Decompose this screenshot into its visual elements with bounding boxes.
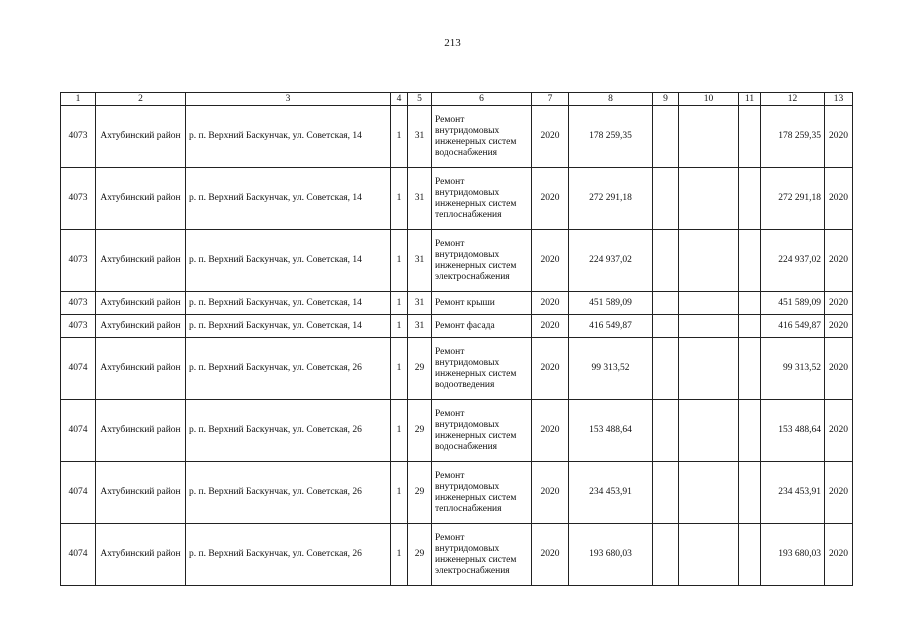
work-type-cell: Ремонт фасада xyxy=(432,315,532,338)
col5-cell: 29 xyxy=(408,462,432,524)
col11-cell xyxy=(739,168,761,230)
completion-year-cell: 2020 xyxy=(825,400,853,462)
col4-cell: 1 xyxy=(391,315,408,338)
col11-cell xyxy=(739,338,761,400)
house-id-cell: 4074 xyxy=(61,462,96,524)
year-cell: 2020 xyxy=(532,292,569,315)
work-type-cell: Ремонт внутридомовых инженерных систем электроснабжения xyxy=(432,230,532,292)
col10-cell xyxy=(679,462,739,524)
col4-cell: 1 xyxy=(391,230,408,292)
address-cell: р. п. Верхний Баскунчак, ул. Советская, 14 xyxy=(186,292,391,315)
col10-cell xyxy=(679,106,739,168)
house-id-cell: 4074 xyxy=(61,338,96,400)
total-cell: 451 589,09 xyxy=(761,292,825,315)
house-id-cell: 4073 xyxy=(61,168,96,230)
total-cell: 99 313,52 xyxy=(761,338,825,400)
column-number-row xyxy=(61,93,853,106)
address-cell: р. п. Верхний Баскунчак, ул. Советская, 14 xyxy=(186,168,391,230)
col11-cell xyxy=(739,462,761,524)
table-row xyxy=(61,462,853,524)
column-header: 4 xyxy=(391,93,408,106)
year-cell: 2020 xyxy=(532,400,569,462)
work-type-cell: Ремонт внутридомовых инженерных систем теплоснабжения xyxy=(432,462,532,524)
column-header: 9 xyxy=(653,93,679,106)
col5-cell: 29 xyxy=(408,400,432,462)
col5-cell: 31 xyxy=(408,315,432,338)
completion-year-cell: 2020 xyxy=(825,524,853,586)
col4-cell: 1 xyxy=(391,524,408,586)
house-id-cell: 4074 xyxy=(61,524,96,586)
col10-cell xyxy=(679,524,739,586)
col9-cell xyxy=(653,524,679,586)
col11-cell xyxy=(739,292,761,315)
table-row xyxy=(61,524,853,586)
col9-cell xyxy=(653,106,679,168)
col5-cell: 31 xyxy=(408,106,432,168)
col4-cell: 1 xyxy=(391,168,408,230)
column-header: 1 xyxy=(61,93,96,106)
work-type-cell: Ремонт внутридомовых инженерных систем водоснабжения xyxy=(432,400,532,462)
house-id-cell: 4074 xyxy=(61,400,96,462)
cost-cell: 234 453,91 xyxy=(569,462,653,524)
column-header: 8 xyxy=(569,93,653,106)
col11-cell xyxy=(739,230,761,292)
column-header: 5 xyxy=(408,93,432,106)
completion-year-cell: 2020 xyxy=(825,292,853,315)
work-type-cell: Ремонт внутридомовых инженерных систем водоснабжения xyxy=(432,106,532,168)
year-cell: 2020 xyxy=(532,230,569,292)
col10-cell xyxy=(679,230,739,292)
col5-cell: 31 xyxy=(408,292,432,315)
table-row xyxy=(61,106,853,168)
work-type-cell: Ремонт внутридомовых инженерных систем теплоснабжения xyxy=(432,168,532,230)
district-cell: Ахтубинский район xyxy=(96,106,186,168)
column-header: 3 xyxy=(186,93,391,106)
total-cell: 416 549,87 xyxy=(761,315,825,338)
completion-year-cell: 2020 xyxy=(825,230,853,292)
completion-year-cell: 2020 xyxy=(825,168,853,230)
address-cell: р. п. Верхний Баскунчак, ул. Советская, 26 xyxy=(186,338,391,400)
col10-cell xyxy=(679,338,739,400)
col9-cell xyxy=(653,230,679,292)
column-header: 13 xyxy=(825,93,853,106)
column-header: 12 xyxy=(761,93,825,106)
house-id-cell: 4073 xyxy=(61,230,96,292)
total-cell: 153 488,64 xyxy=(761,400,825,462)
year-cell: 2020 xyxy=(532,168,569,230)
address-cell: р. п. Верхний Баскунчак, ул. Советская, 14 xyxy=(186,106,391,168)
cost-cell: 99 313,52 xyxy=(569,338,653,400)
total-cell: 234 453,91 xyxy=(761,462,825,524)
cost-cell: 224 937,02 xyxy=(569,230,653,292)
col9-cell xyxy=(653,292,679,315)
col11-cell xyxy=(739,315,761,338)
completion-year-cell: 2020 xyxy=(825,106,853,168)
col10-cell xyxy=(679,168,739,230)
column-header: 2 xyxy=(96,93,186,106)
work-type-cell: Ремонт внутридомовых инженерных систем электроснабжения xyxy=(432,524,532,586)
house-id-cell: 4073 xyxy=(61,106,96,168)
table-row xyxy=(61,315,853,338)
cost-cell: 178 259,35 xyxy=(569,106,653,168)
table-row xyxy=(61,400,853,462)
district-cell: Ахтубинский район xyxy=(96,292,186,315)
col9-cell xyxy=(653,338,679,400)
col10-cell xyxy=(679,400,739,462)
col9-cell xyxy=(653,315,679,338)
table-row xyxy=(61,292,853,315)
district-cell: Ахтубинский район xyxy=(96,315,186,338)
house-id-cell: 4073 xyxy=(61,292,96,315)
year-cell: 2020 xyxy=(532,338,569,400)
col4-cell: 1 xyxy=(391,292,408,315)
col10-cell xyxy=(679,292,739,315)
col5-cell: 31 xyxy=(408,230,432,292)
col4-cell: 1 xyxy=(391,462,408,524)
address-cell: р. п. Верхний Баскунчак, ул. Советская, 26 xyxy=(186,462,391,524)
cost-cell: 153 488,64 xyxy=(569,400,653,462)
total-cell: 178 259,35 xyxy=(761,106,825,168)
cost-cell: 416 549,87 xyxy=(569,315,653,338)
completion-year-cell: 2020 xyxy=(825,315,853,338)
total-cell: 193 680,03 xyxy=(761,524,825,586)
district-cell: Ахтубинский район xyxy=(96,400,186,462)
col11-cell xyxy=(739,400,761,462)
table-row xyxy=(61,168,853,230)
col9-cell xyxy=(653,462,679,524)
year-cell: 2020 xyxy=(532,462,569,524)
district-cell: Ахтубинский район xyxy=(96,168,186,230)
year-cell: 2020 xyxy=(532,106,569,168)
col9-cell xyxy=(653,400,679,462)
district-cell: Ахтубинский район xyxy=(96,524,186,586)
address-cell: р. п. Верхний Баскунчак, ул. Советская, 26 xyxy=(186,400,391,462)
col10-cell xyxy=(679,315,739,338)
col11-cell xyxy=(739,524,761,586)
work-type-cell: Ремонт крыши xyxy=(432,292,532,315)
year-cell: 2020 xyxy=(532,524,569,586)
col11-cell xyxy=(739,106,761,168)
district-cell: Ахтубинский район xyxy=(96,230,186,292)
col5-cell: 31 xyxy=(408,168,432,230)
district-cell: Ахтубинский район xyxy=(96,338,186,400)
work-type-cell: Ремонт внутридомовых инженерных систем водоотведения xyxy=(432,338,532,400)
completion-year-cell: 2020 xyxy=(825,462,853,524)
table-row xyxy=(61,338,853,400)
district-cell: Ахтубинский район xyxy=(96,462,186,524)
address-cell: р. п. Верхний Баскунчак, ул. Советская, 26 xyxy=(186,524,391,586)
year-cell: 2020 xyxy=(532,315,569,338)
column-header: 7 xyxy=(532,93,569,106)
cost-cell: 193 680,03 xyxy=(569,524,653,586)
col4-cell: 1 xyxy=(391,400,408,462)
cost-cell: 451 589,09 xyxy=(569,292,653,315)
cost-cell: 272 291,18 xyxy=(569,168,653,230)
completion-year-cell: 2020 xyxy=(825,338,853,400)
col9-cell xyxy=(653,168,679,230)
table-row xyxy=(61,230,853,292)
total-cell: 224 937,02 xyxy=(761,230,825,292)
house-id-cell: 4073 xyxy=(61,315,96,338)
column-header: 10 xyxy=(679,93,739,106)
col5-cell: 29 xyxy=(408,338,432,400)
address-cell: р. п. Верхний Баскунчак, ул. Советская, 14 xyxy=(186,230,391,292)
column-header: 11 xyxy=(739,93,761,106)
col5-cell: 29 xyxy=(408,524,432,586)
repair-schedule-table xyxy=(60,92,853,586)
page-number: 213 xyxy=(444,37,461,49)
col4-cell: 1 xyxy=(391,338,408,400)
address-cell: р. п. Верхний Баскунчак, ул. Советская, 14 xyxy=(186,315,391,338)
total-cell: 272 291,18 xyxy=(761,168,825,230)
col4-cell: 1 xyxy=(391,106,408,168)
column-header: 6 xyxy=(432,93,532,106)
